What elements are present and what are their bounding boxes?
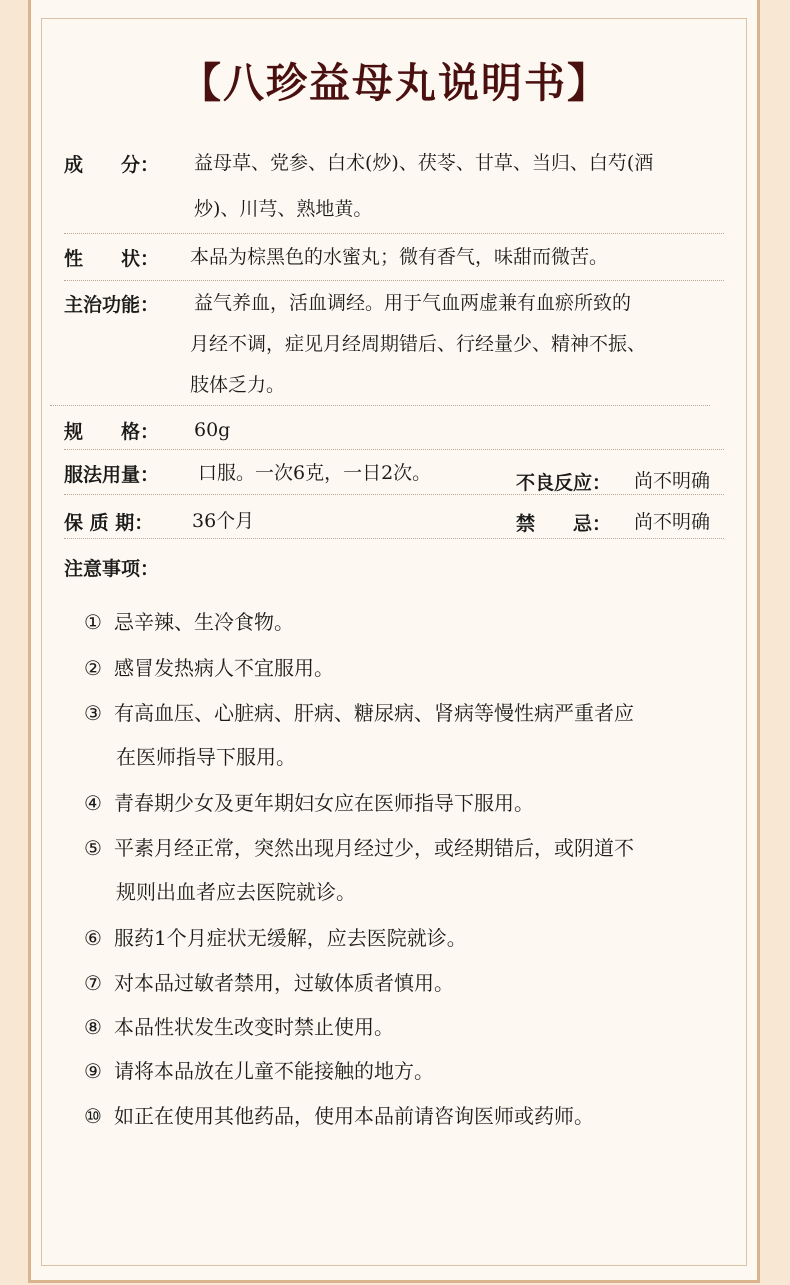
note-text: 平素月经正常，突然出现月经过少，或经期错后，或阴道不 (114, 836, 634, 860)
note-item (84, 825, 730, 904)
field-value-line: 肢体乏力。 (190, 374, 286, 396)
field-value: 尚不明确 (634, 511, 711, 533)
divider (64, 233, 724, 234)
field-label: 禁 忌： (516, 513, 612, 535)
field-contra (516, 509, 730, 539)
notes-title: 注意事项： (64, 558, 160, 580)
divider (50, 405, 710, 406)
note-item (84, 1048, 730, 1094)
divider (64, 494, 724, 495)
field-value: 60g (194, 419, 231, 441)
note-text: 感冒发热病人不宜服用。 (114, 656, 334, 680)
note-number: ④ (84, 791, 102, 815)
note-text: 青春期少女及更年期妇女应在医师指导下服用。 (114, 791, 534, 815)
note-text-continued: 在医师指导下服用。 (116, 745, 296, 769)
note-item (84, 599, 730, 645)
note-item (84, 1004, 730, 1050)
field-label: 成 分： (64, 154, 160, 176)
note-item (84, 960, 730, 1006)
note-text: 有高血压、心脏病、肝病、糖尿病、肾病等慢性病严重者应 (114, 701, 634, 725)
field-value-line: 益气养血，活血调经。用于气血两虚兼有血瘀所致的 (194, 292, 632, 314)
field-ingredients (64, 150, 724, 230)
field-value-line: 月经不调，症见月经周期错后、行经量少、精神不振、 (190, 333, 647, 355)
note-number: ③ (84, 701, 102, 725)
divider (64, 449, 724, 450)
field-label: 不良反应： (516, 472, 612, 494)
field-spec (64, 417, 724, 447)
field-value-line: 炒)、川芎、熟地黄。 (194, 198, 373, 220)
field-value: 口服。一次6克，一日2次。 (198, 462, 432, 484)
divider (64, 538, 724, 539)
note-number: ⑤ (84, 836, 102, 860)
field-appearance (64, 244, 724, 274)
field-indications (64, 290, 724, 400)
divider (64, 280, 724, 281)
field-label: 主治功能： (64, 294, 160, 316)
note-text-continued: 规则出血者应去医院就诊。 (116, 880, 356, 904)
note-number: ① (84, 610, 102, 634)
note-number: ⑧ (84, 1015, 102, 1039)
page-title: 【八珍益母丸说明书】 (180, 59, 610, 107)
note-item (84, 915, 730, 961)
note-number: ⑨ (84, 1059, 102, 1083)
note-number: ⑩ (84, 1104, 102, 1128)
note-item (84, 780, 730, 826)
field-label: 服法用量： (64, 464, 160, 486)
field-value-line: 益母草、党参、白术(炒)、茯苓、甘草、当归、白芍(酒 (194, 152, 654, 174)
note-item (84, 645, 730, 691)
field-label: 性 状： (64, 248, 160, 270)
note-text: 如正在使用其他药品，使用本品前请咨询医师或药师。 (114, 1104, 594, 1128)
note-text: 本品性状发生改变时禁止使用。 (114, 1015, 394, 1039)
field-value: 36个月 (192, 510, 255, 532)
note-number: ② (84, 656, 102, 680)
note-text: 请将本品放在儿童不能接触的地方。 (114, 1059, 434, 1083)
note-item (84, 1093, 730, 1139)
field-label: 保 质 期： (64, 512, 154, 534)
note-number: ⑥ (84, 926, 102, 950)
note-item (84, 690, 730, 769)
note-text: 服药1个月症状无缓解，应去医院就诊。 (114, 926, 467, 950)
field-value: 尚不明确 (634, 470, 711, 492)
field-value: 本品为棕黑色的水蜜丸；微有香气，味甜而微苦。 (190, 246, 609, 268)
note-text: 忌辛辣、生冷食物。 (114, 610, 294, 634)
field-label: 规 格： (64, 421, 160, 443)
note-number: ⑦ (84, 971, 102, 995)
note-text: 对本品过敏者禁用，过敏体质者慎用。 (114, 971, 454, 995)
